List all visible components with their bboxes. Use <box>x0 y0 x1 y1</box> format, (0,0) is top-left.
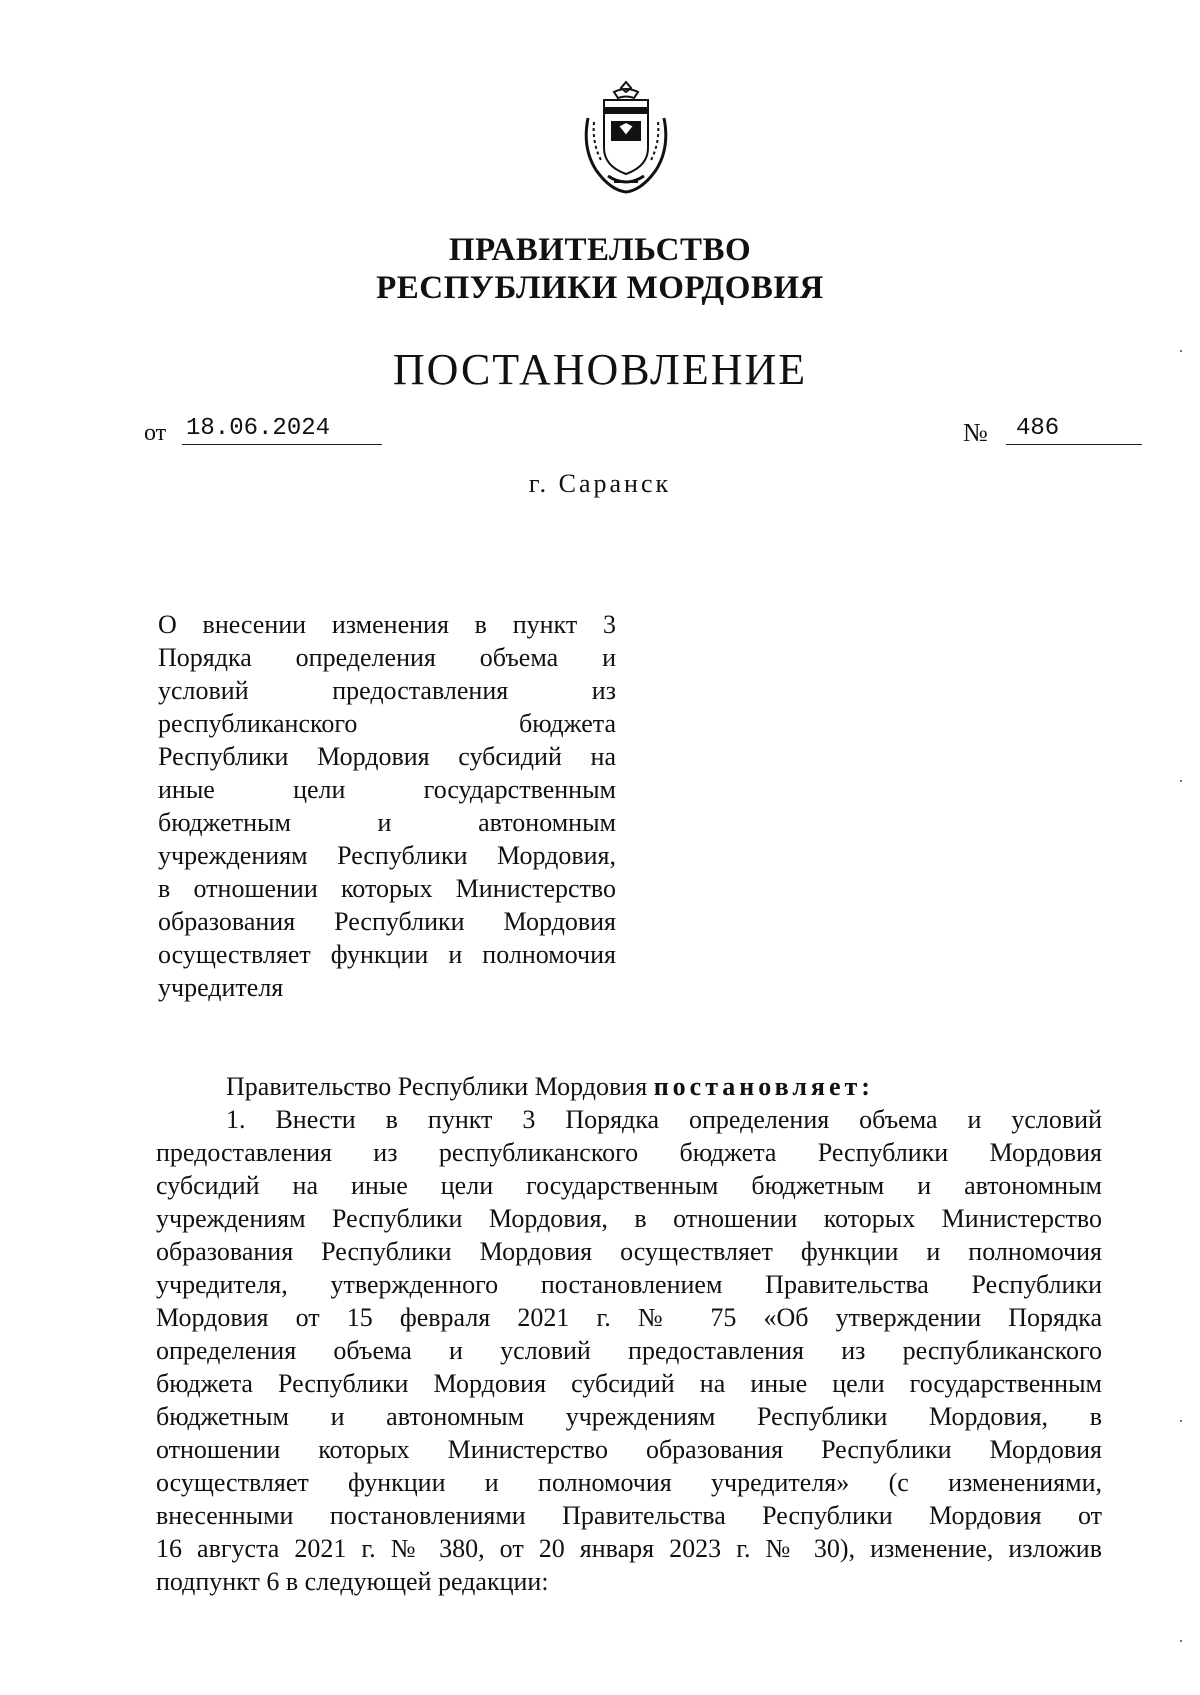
org-name-line1: ПРАВИТЕЛЬСТВО <box>448 232 752 268</box>
body-line: 1. Внести в пункт 3 Порядка определения объема и условий <box>226 1105 1102 1134</box>
subject-line: осуществляет функции и полномочия <box>158 940 616 969</box>
body-line: учреждениям Республики Мордовия, в отношении которых Министерство <box>156 1204 1102 1233</box>
subject-line: в отношении которых Министерство <box>158 874 616 903</box>
document-type-title: ПОСТАНОВЛЕНИЕ <box>392 345 808 394</box>
preamble-emphasis: постановляет: <box>653 1072 874 1101</box>
body-line: 16 августа 2021 г. № 380, от 20 января 2023 г. № 30), изменение, изложив <box>156 1534 1102 1563</box>
preamble <box>226 1070 874 1103</box>
subject-line: учредителя <box>158 973 284 1002</box>
scan-speck <box>1180 350 1182 352</box>
body-line: образования Республики Мордовия осуществляет функции и полномочия <box>156 1237 1102 1266</box>
city-name: г. Саранск <box>528 469 672 498</box>
body-line: Мордовия от 15 февраля 2021 г. № 75 «Об утверждении Порядка <box>156 1303 1102 1332</box>
coat-of-arms-emblem <box>574 78 678 194</box>
subject-line: О внесении изменения в пункт 3 <box>158 610 616 639</box>
org-name-line2: РЕСПУБЛИКИ МОРДОВИЯ <box>376 270 824 306</box>
scan-speck <box>1180 1640 1182 1642</box>
document-subject <box>158 608 616 1004</box>
subject-line: учреждениям Республики Мордовия, <box>158 841 616 870</box>
body-line: отношении которых Министерство образования Республики Мордовия <box>156 1435 1102 1464</box>
document-number: 486 <box>1006 414 1142 445</box>
subject-line: образования Республики Мордовия <box>158 907 616 936</box>
subject-line: республиканского бюджета <box>158 709 616 738</box>
date-label: от <box>144 420 167 446</box>
body-line: предоставления из республиканского бюджета Республики Мордовия <box>156 1138 1102 1167</box>
subject-line: иные цели государственным <box>158 775 616 804</box>
body-line: учредителя, утвержденного постановлением Правительства Республики <box>156 1270 1102 1299</box>
scan-speck <box>1180 780 1182 782</box>
body-line: подпункт 6 в следующей редакции: <box>156 1567 549 1596</box>
number-label: № <box>963 418 988 447</box>
body-line: бюджета Республики Мордовия субсидий на иные цели государственным <box>156 1369 1102 1398</box>
document-date: 18.06.2024 <box>182 414 382 445</box>
subject-line: Порядка определения объема и <box>158 643 616 672</box>
body-line: внесенными постановлениями Правительства Республики Мордовия от <box>156 1501 1102 1530</box>
subject-line: Республики Мордовия субсидий на <box>158 742 616 771</box>
preamble-text: Правительство Республики Мордовия <box>226 1072 648 1101</box>
body-line: бюджетным и автономным учреждениям Республики Мордовия, в <box>156 1402 1102 1431</box>
subject-line: бюджетным и автономным <box>158 808 616 837</box>
body-line: осуществляет функции и полномочия учредителя» (с изменениями, <box>156 1468 1102 1497</box>
body-line: субсидий на иные цели государственным бюджетным и автономным <box>156 1171 1102 1200</box>
resolution-body <box>156 1103 1102 1598</box>
subject-line: условий предоставления из <box>158 676 616 705</box>
scan-speck <box>1180 1420 1182 1422</box>
body-line: определения объема и условий предоставления из республиканского <box>156 1336 1102 1365</box>
